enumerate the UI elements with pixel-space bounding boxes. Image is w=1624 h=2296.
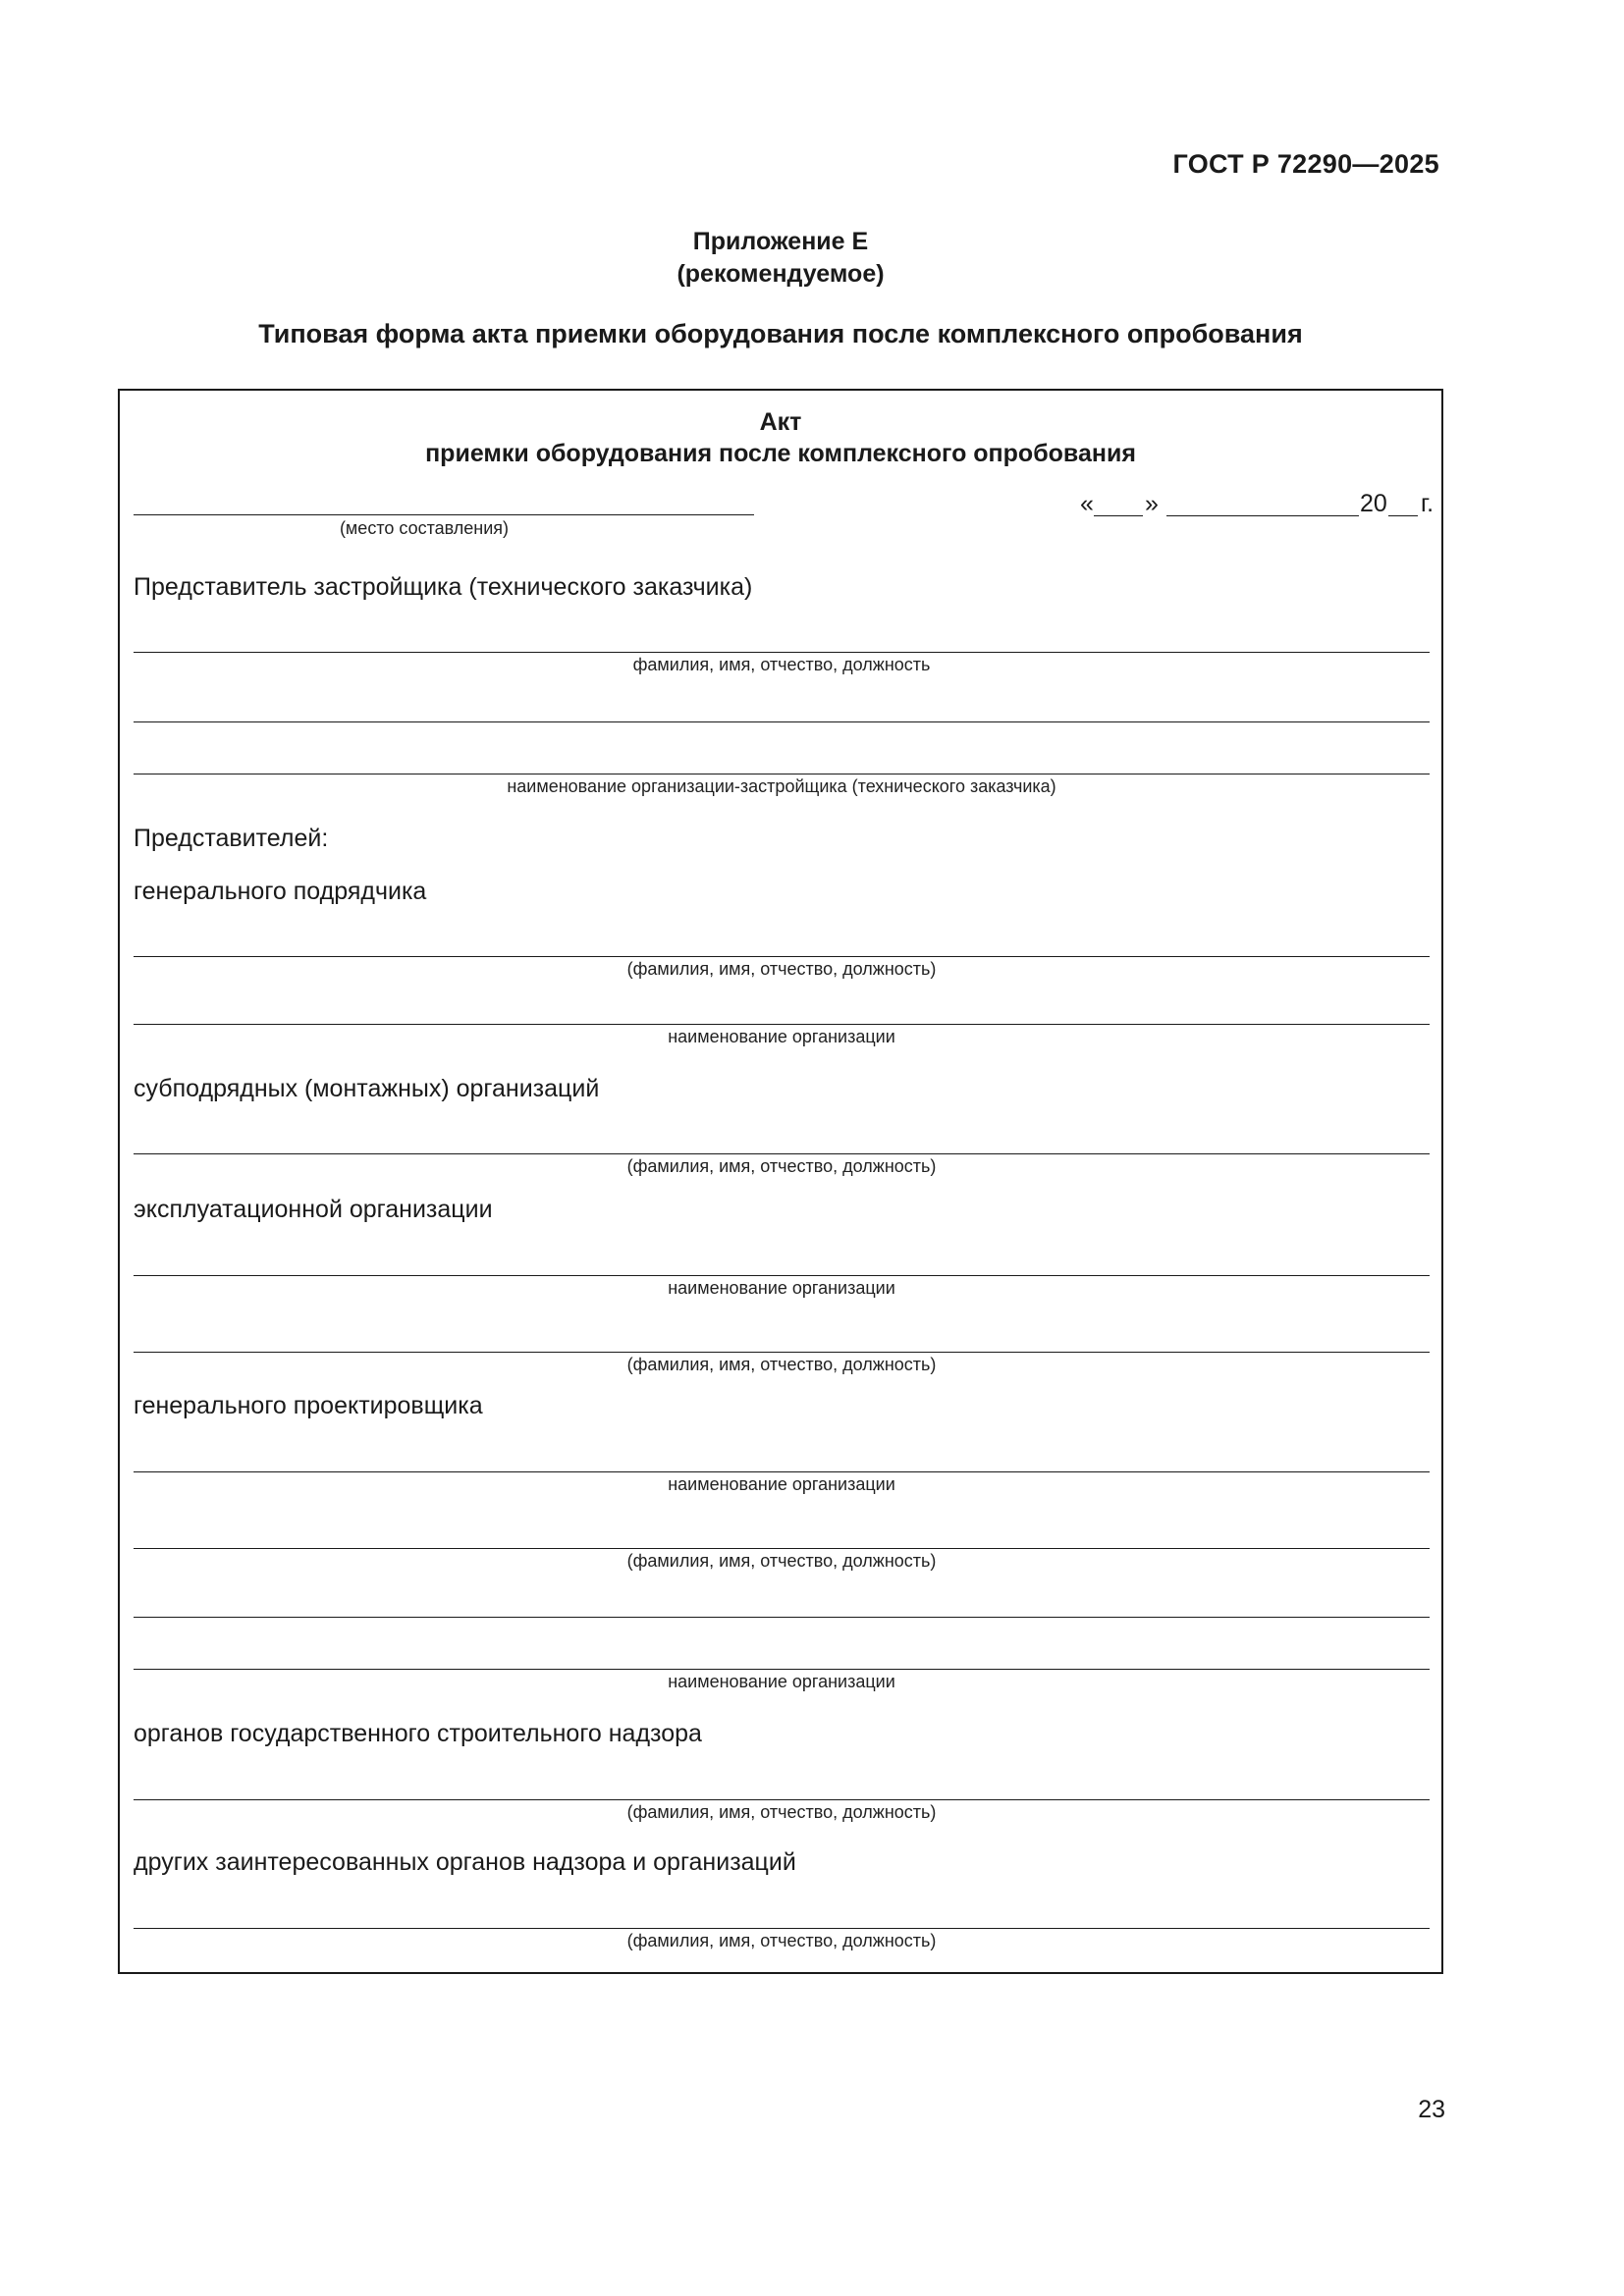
developer-name-caption: фамилия, имя, отчество, должность <box>632 655 931 674</box>
date-day-field[interactable] <box>1094 515 1143 516</box>
designer-org-field[interactable] <box>134 1471 1430 1472</box>
developer-name-field[interactable] <box>134 652 1430 653</box>
appendix-title: Приложение Е <box>692 228 869 255</box>
date-year-prefix: 20 <box>1360 490 1387 517</box>
place-caption: (место составления) <box>339 518 510 538</box>
state-supervision-name-caption: (фамилия, имя, отчество, должность) <box>626 1802 937 1822</box>
subcontractors-name-field[interactable] <box>134 1153 1430 1154</box>
date-year-suffix: г. <box>1421 490 1435 517</box>
other-label: других заинтересованных органов надзора и организаций <box>134 1848 796 1876</box>
date-month-field[interactable] <box>1166 515 1359 516</box>
date-year-field[interactable] <box>1388 515 1418 516</box>
general-contractor-org-caption: наименование организации <box>668 1027 895 1046</box>
developer-extra-field[interactable] <box>134 721 1430 722</box>
date-close-quote: » <box>1145 490 1159 517</box>
developer-label: Представитель застройщика (технического заказчика) <box>134 573 753 601</box>
general-contractor-name-caption: (фамилия, имя, отчество, должность) <box>626 959 937 979</box>
act-title-line2: приемки оборудования после комплексного опробования <box>425 440 1136 467</box>
date-open-quote: « <box>1080 490 1094 517</box>
designer-org2-caption: наименование организации <box>668 1672 895 1691</box>
subcontractors-label: субподрядных (монтажных) организаций <box>134 1075 600 1102</box>
general-contractor-name-field[interactable] <box>134 956 1430 957</box>
appendix-status: (рекомендуемое) <box>677 260 885 288</box>
general-contractor-label: генерального подрядчика <box>134 878 427 905</box>
general-contractor-org-field[interactable] <box>134 1024 1430 1025</box>
operating-org-caption: наименование организации <box>668 1278 895 1298</box>
representatives-label: Представителей: <box>134 825 329 852</box>
operating-label: эксплуатационной организации <box>134 1196 493 1223</box>
designer-org-caption: наименование организации <box>668 1474 895 1494</box>
designer-name-field[interactable] <box>134 1548 1430 1549</box>
subcontractors-name-caption: (фамилия, имя, отчество, должность) <box>626 1156 937 1176</box>
developer-org-caption: наименование организации-застройщика (технического заказчика) <box>507 776 1056 796</box>
place-field[interactable] <box>134 514 754 515</box>
designer-org2-field[interactable] <box>134 1669 1430 1670</box>
main-title: Типовая форма акта приемки оборудования после комплексного опробования <box>258 319 1303 348</box>
operating-name-field[interactable] <box>134 1352 1430 1353</box>
designer-extra-field[interactable] <box>134 1617 1430 1618</box>
act-title <box>118 406 1443 469</box>
page-number: 23 <box>1418 2096 1445 2123</box>
standard-code: ГОСТ Р 72290—2025 <box>1172 149 1439 179</box>
designer-label: генерального проектировщика <box>134 1392 483 1419</box>
state-supervision-label: органов государственного строительного надзора <box>134 1720 702 1747</box>
operating-name-caption: (фамилия, имя, отчество, должность) <box>626 1355 937 1374</box>
other-name-field[interactable] <box>134 1928 1430 1929</box>
operating-org-field[interactable] <box>134 1275 1430 1276</box>
designer-name-caption: (фамилия, имя, отчество, должность) <box>626 1551 937 1571</box>
state-supervision-name-field[interactable] <box>134 1799 1430 1800</box>
appendix-heading <box>0 226 1561 291</box>
other-name-caption: (фамилия, имя, отчество, должность) <box>626 1931 937 1950</box>
act-title-line1: Акт <box>759 408 802 436</box>
